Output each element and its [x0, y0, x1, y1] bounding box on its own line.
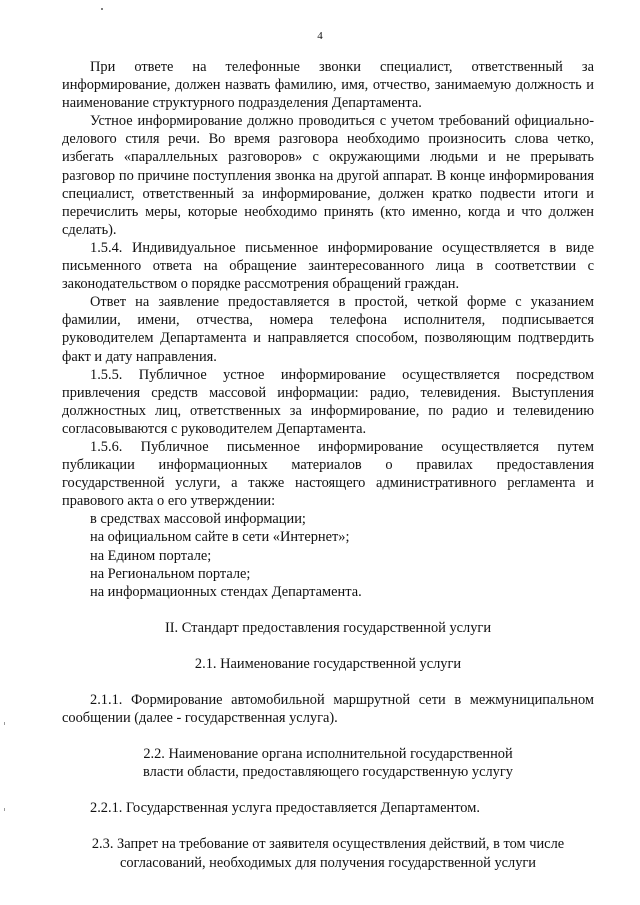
list-item: в средствах массовой информации;	[90, 511, 306, 528]
subsection-heading-line: согласований, необходимых для получения государственной услуги	[119, 854, 537, 871]
paragraph: 1.5.6. Публичное письменное информирование осуществляется путем публикации информационных материалов о правилах предоставления государственной услуги, а также настоящего административного регламента и правового акта о его утверждении:	[62, 438, 594, 510]
paragraph: 2.2.1. Государственная услуга предоставляется Департаментом.	[90, 800, 480, 817]
scan-speck	[4, 808, 5, 811]
paragraph: 1.5.5. Публичное устное информирование осуществляется посредством привлечения средств массовой информации: радио, телевидения. Выступления должностных лиц, ответственных за информирование, по радио и телевидению согласовываются с руководителем Департамента.	[62, 366, 594, 437]
subsection-heading-line: 2.2. Наименование органа исполнительной государственной	[143, 746, 513, 763]
paragraph: Устное информирование должно проводиться с учетом требований официально-делового стиля речи. Во время разговора необходимо произносить слова четко, избегать «параллельных разговоров» с окружающими людьми и не прерывать разговор по причине поступления звонка на другой аппарат. В конце информирования специалист, ответственный за информирование, должен кратко подвести итоги и перечислить меры, которые необходимо принять (кто именно, когда и что должен сделать).	[62, 113, 594, 238]
list-item: на информационных стендах Департамента.	[90, 583, 362, 600]
document-body	[62, 58, 594, 872]
paragraph: 2.1.1. Формирование автомобильной маршрутной сети в межмуниципальном сообщении (далее - государственная услуга).	[62, 692, 594, 727]
paragraph: 1.5.4. Индивидуальное письменное информирование осуществляется в виде письменного ответа на обращение заинтересованного лица в соответствии с законодательством о порядке рассмотрения обращений граждан.	[62, 239, 594, 293]
list-item: на официальном сайте в сети «Интернет»;	[90, 529, 350, 546]
section-heading: II. Стандарт предоставления государственной услуги	[164, 619, 492, 636]
page-number: 4	[317, 30, 323, 42]
scan-speck	[101, 8, 103, 10]
list-item: на Едином портале;	[90, 547, 212, 564]
subsection-heading: 2.1. Наименование государственной услуги	[194, 655, 462, 672]
scan-speck	[4, 722, 5, 725]
subsection-heading-line: 2.3. Запрет на требование от заявителя осуществления действий, в том числе	[91, 836, 565, 853]
subsection-heading-line: власти области, предоставляющего государственную услугу	[143, 764, 513, 781]
paragraph: Ответ на заявление предоставляется в простой, четкой форме с указанием фамилии, имени, отчества, номера телефона исполнителя, подписывается руководителем Департамента и направляется способом, позволяющим подтвердить факт и дату направления.	[62, 294, 594, 365]
paragraph: При ответе на телефонные звонки специалист, ответственный за информирование, должен назвать фамилию, имя, отчество, занимаемую должность и наименование структурного подразделения Департамента.	[62, 59, 594, 112]
list-item: на Региональном портале;	[90, 565, 251, 582]
